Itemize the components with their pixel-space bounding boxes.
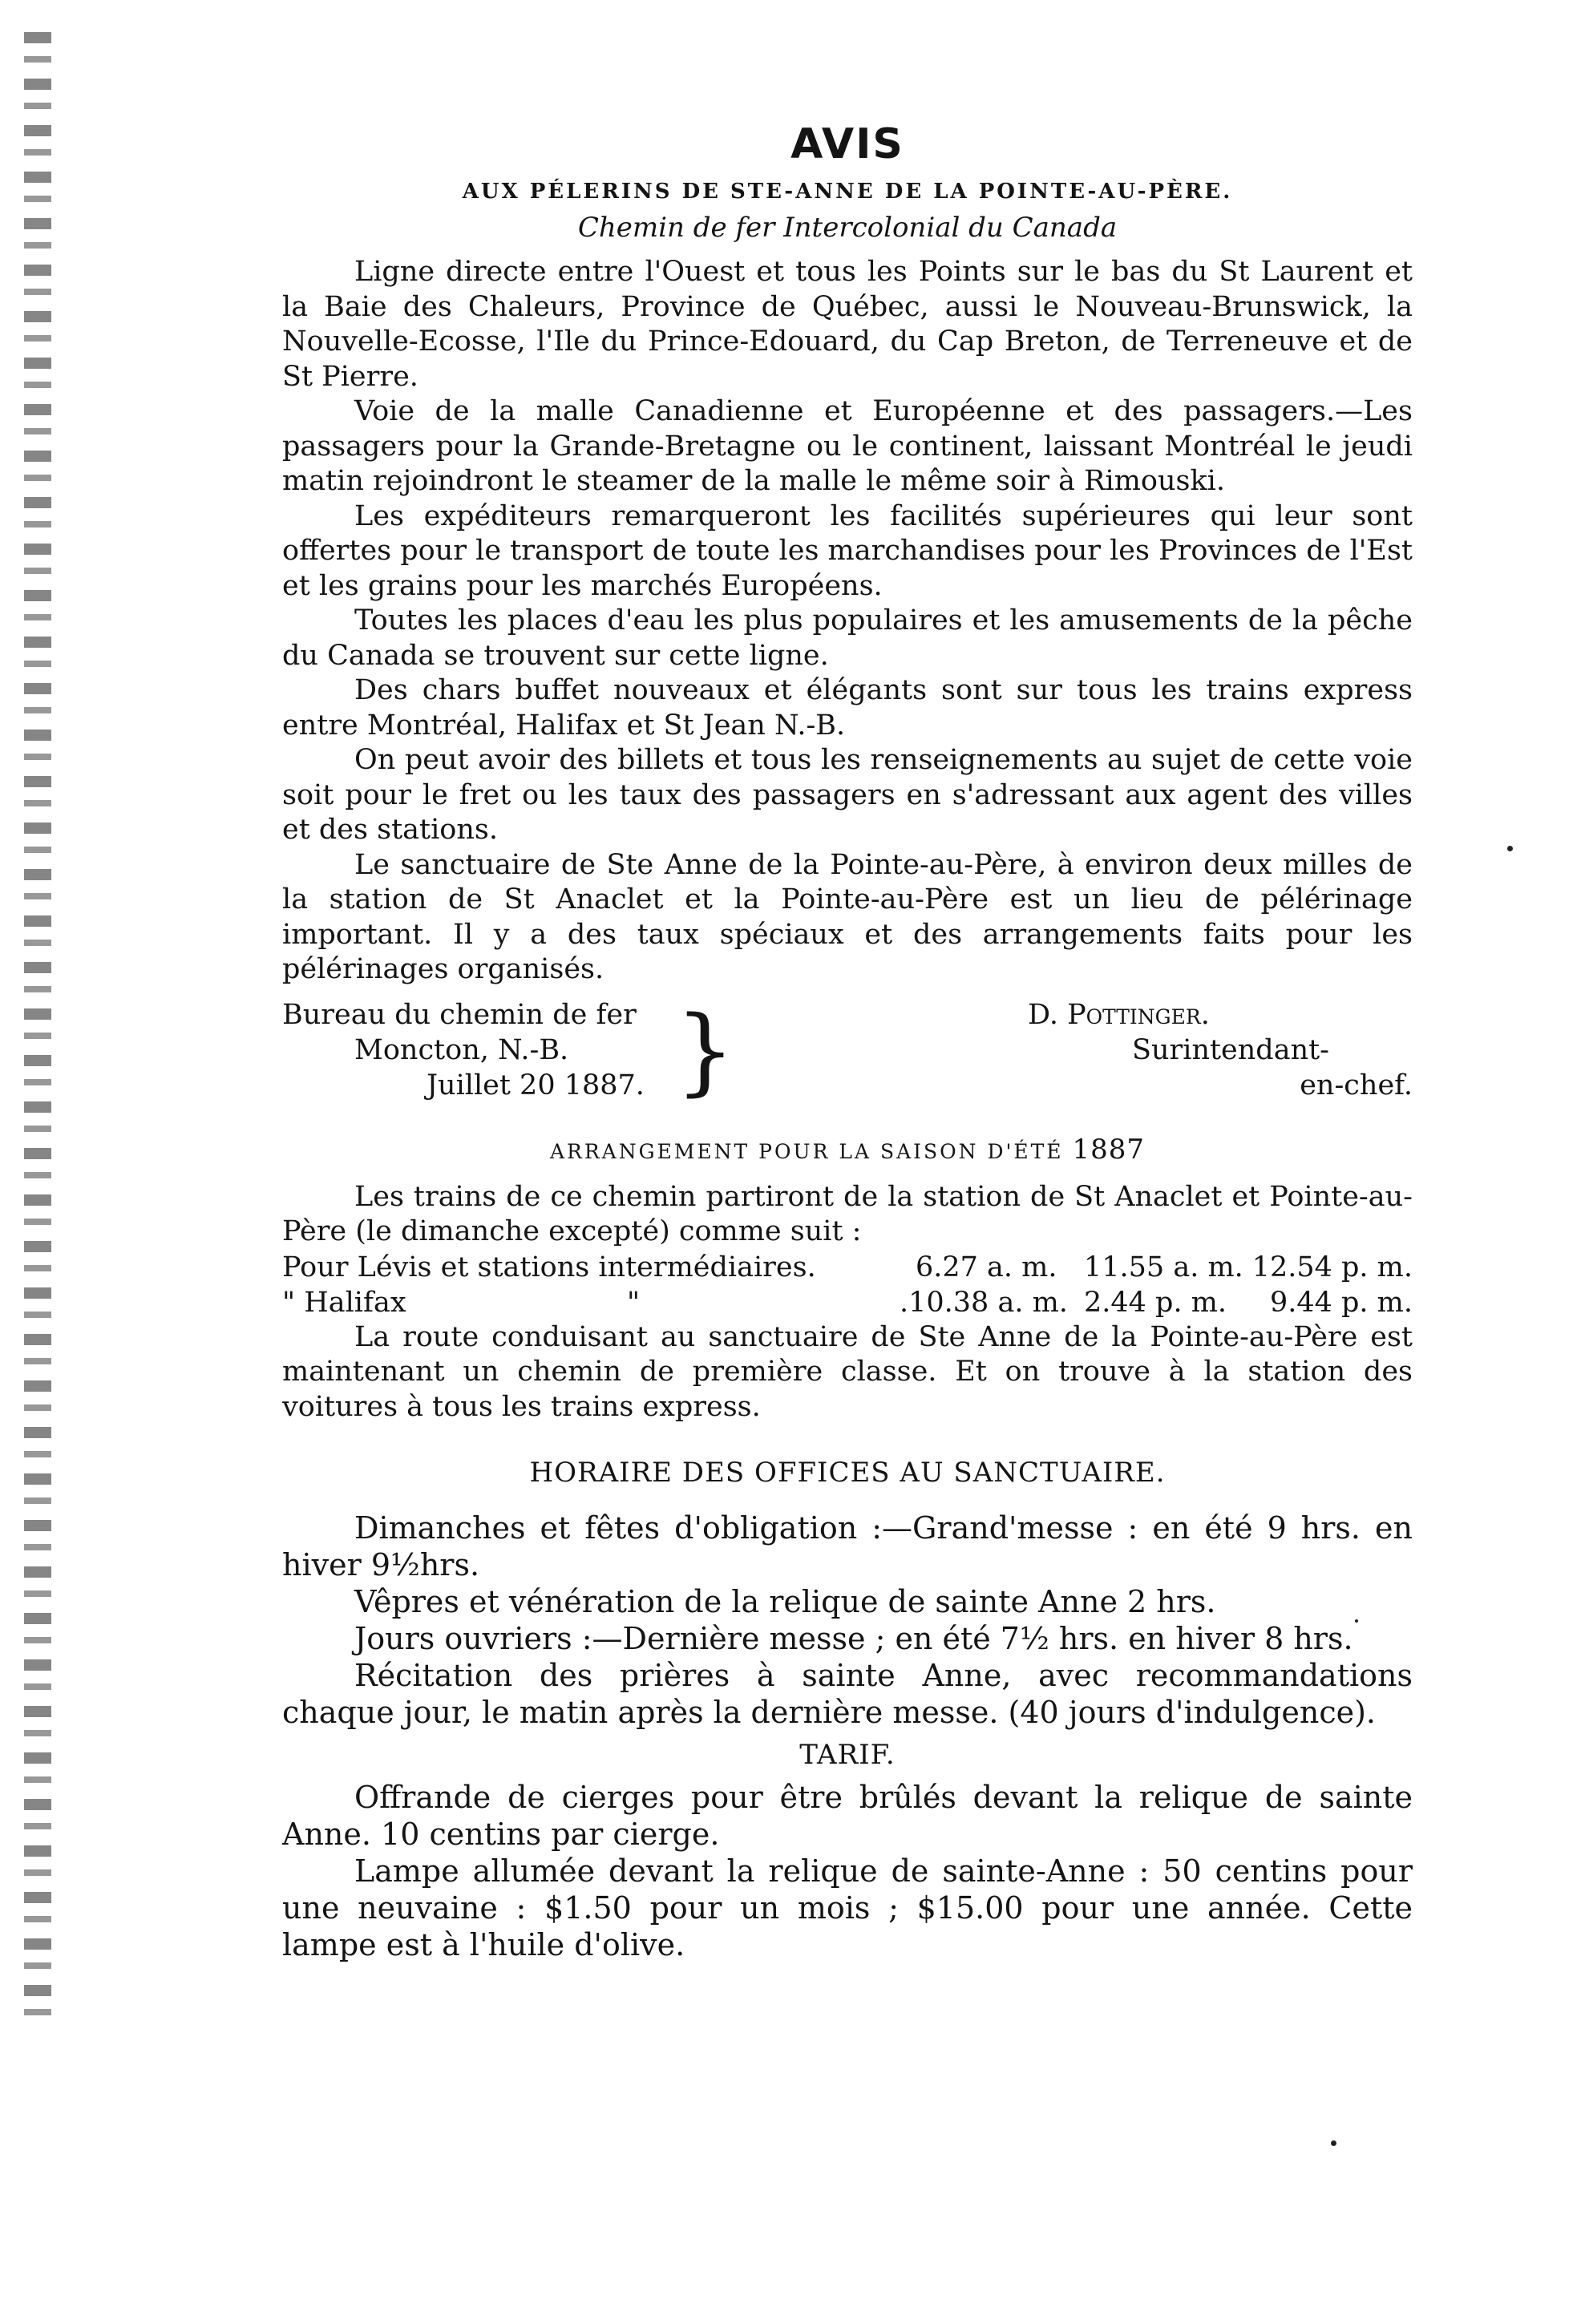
- notice-paragraph: Le sanctuaire de Ste Anne de la Pointe-au-Père, à environ deux milles de la station de St Anaclet et la Pointe-au-Père est un lieu de pélérinage important. Il y a des taux spéciaux et des arrangements faits pour les pélérinages organisés.: [282, 848, 1413, 985]
- schedule-intro: Les trains de ce chemin partiront de la station de St Anaclet et Pointe-au-Père (le dimanche excepté) comme suit :: [282, 1180, 1413, 1247]
- departure-time: .10.38 a. m.: [900, 1286, 1068, 1319]
- offices-paragraph: Jours ouvriers :—Dernière messe ; en été 7½ hrs. en hiver 8 hrs.: [354, 1621, 1353, 1656]
- page-title: AVIS: [790, 120, 904, 168]
- schedule-row: [282, 1285, 1413, 1320]
- binding-edge-marks: [24, 32, 51, 2020]
- address-line: Moncton, N.-B.: [354, 1033, 569, 1066]
- signatory-name: D. Pottinger.: [1028, 998, 1210, 1031]
- offices-paragraph: Vêpres et vénération de la relique de sainte Anne 2 hrs.: [354, 1584, 1216, 1619]
- signatory: [964, 997, 1413, 1103]
- signature-block: [282, 994, 1413, 1118]
- departure-time: 2.44 p. m.: [1084, 1286, 1227, 1319]
- notice-column: [282, 120, 1413, 1963]
- schedule-heading-text: ARRANGEMENT POUR LA SAISON D'ÉTÉ: [549, 1139, 1064, 1163]
- notice-paragraph: Ligne directe entre l'Ouest et tous les Points sur le bas du St Laurent et la Baie des Chaleurs, Province de Québec, aussi le Nouveau-Brunswick, la Nouvelle-Ecosse, l'Ile du Prince-Edouard, du Cap Breton, de Terreneuve et de St Pierre.: [282, 256, 1413, 393]
- schedule-row: [282, 1250, 1413, 1285]
- departure-time: 9.44 p. m.: [1269, 1286, 1413, 1319]
- schedule-heading: [282, 1134, 1413, 1166]
- departure-time: 11.55 a. m.: [1084, 1251, 1243, 1283]
- tariff-paragraph: Offrande de cierges pour être brûlés devant la relique de sainte Anne. 10 centins par cierge.: [282, 1780, 1413, 1852]
- departure-time: 6.27 a. m.: [916, 1251, 1057, 1283]
- railway-name: Chemin de fer Intercolonial du Canada: [577, 212, 1118, 244]
- destination: Pour Lévis et stations intermédiaires.: [282, 1251, 816, 1283]
- ink-speck: [1331, 2140, 1336, 2146]
- notice-paragraph: On peut avoir des billets et tous les renseignements au sujet de cette voie soit pour le fret ou les taux des passagers en s'adressant aux agent des villes et des stations.: [282, 744, 1413, 846]
- address-line: Bureau du chemin de fer: [282, 998, 637, 1031]
- page-subtitle: AUX PÉLERINS DE STE-ANNE DE LA POINTE-AU-PÈRE.: [462, 180, 1233, 204]
- notice-paragraph: Des chars buffet nouveaux et élégants sont sur tous les trains express entre Montréal, Halifax et St Jean N.-B.: [282, 674, 1413, 742]
- notice-paragraph: Toutes les places d'eau les plus populaires et les amusements de la pêche du Canada se trouvent sur cette ligne.: [282, 604, 1413, 672]
- brace-glyph: }: [675, 994, 736, 1105]
- notice-paragraph: Voie de la malle Canadienne et Européenne et des passagers.—Les passagers pour la Grande-Bretagne ou le continent, laissant Montréal le jeudi matin rejoindront le steamer de la malle le même soir à Rimouski.: [282, 395, 1413, 497]
- destination: " Halifax: [282, 1286, 406, 1319]
- signatory-title: Surintendant-: [1132, 1033, 1330, 1066]
- train-schedule: [282, 1250, 1413, 1320]
- offices-heading: HORAIRE DES OFFICES AU SANCTUAIRE.: [529, 1457, 1166, 1489]
- ditto-mark: ": [627, 1286, 641, 1319]
- ink-speck: [1507, 846, 1513, 851]
- tariff-paragraph: Lampe allumée devant la relique de sainte-Anne : 50 centins pour une neuvaine : $1.50 pour un mois ; $15.00 pour une année. Cette lampe est à l'huile d'olive.: [282, 1853, 1413, 1962]
- offices-paragraph: Récitation des prières à sainte Anne, avec recommandations chaque jour, le matin après la dernière messe. (40 jours d'indulgence).: [282, 1658, 1413, 1730]
- notice-paragraph: Les expéditeurs remarqueront les facilités supérieures qui leur sont offertes pour le transport de toute les marchandises pour les Provinces de l'Est et les grains pour les marchés Européens.: [282, 499, 1413, 602]
- route-note: La route conduisant au sanctuaire de Ste Anne de la Pointe-au-Père est maintenant un chemin de première classe. Et on trouve à la station des voitures à tous les trains express.: [282, 1320, 1413, 1423]
- address-line: Juillet 20 1887.: [427, 1069, 645, 1101]
- offices-paragraph: Dimanches et fêtes d'obligation :—Grand'messe : en été 9 hrs. en hiver 9½hrs.: [282, 1510, 1413, 1582]
- signatory-title: en-chef.: [1300, 1069, 1413, 1101]
- office-address: [282, 997, 699, 1103]
- departure-time: 12.54 p. m.: [1251, 1251, 1413, 1283]
- schedule-year: 1887: [1072, 1133, 1146, 1166]
- tariff-heading: TARIF.: [799, 1739, 896, 1771]
